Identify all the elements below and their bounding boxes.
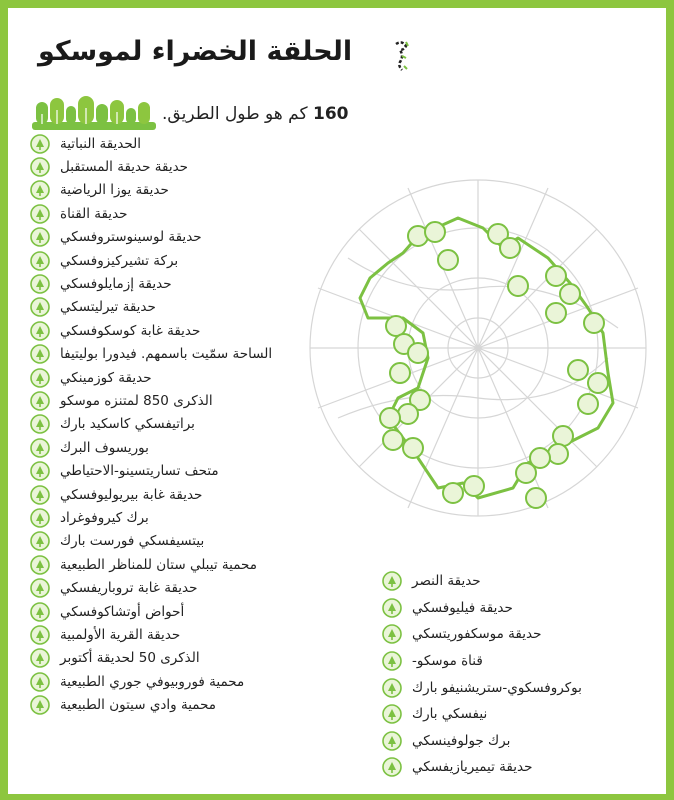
park-name: قناة موسكو- xyxy=(412,653,483,670)
list-item xyxy=(382,754,666,781)
tree-marker-icon xyxy=(382,731,402,751)
tree-marker-icon xyxy=(382,704,402,724)
park-name: حديقة لوسينوستروفسكي xyxy=(60,229,202,246)
park-name: محمية وادي سيتون الطبيعية xyxy=(60,697,217,714)
tree-marker-icon xyxy=(30,578,50,598)
park-name: محمية تيبلي ستان للمناظر الطبيعية xyxy=(60,556,257,573)
park-name: حديقة إزمايلوفسكي xyxy=(60,276,172,293)
park-name: حديقة النصر xyxy=(412,573,481,590)
subtitle xyxy=(162,104,348,124)
park-name: حديقة غابة بيريوليوفسكي xyxy=(60,486,203,503)
tree-marker-icon xyxy=(382,624,402,644)
park-name: الساحة سمّيت باسمهم. فيدورا بوليتيفا xyxy=(60,346,273,363)
list-item xyxy=(30,693,370,716)
tree-marker-icon xyxy=(30,625,50,645)
list-item xyxy=(30,506,370,529)
park-name: حديقة موسكفوريتسكي xyxy=(412,626,542,643)
list-item xyxy=(30,155,370,178)
list-item xyxy=(30,132,370,155)
list-item xyxy=(30,647,370,670)
trees-illustration-icon xyxy=(32,96,156,130)
list-item xyxy=(30,226,370,249)
tree-marker-icon xyxy=(30,648,50,668)
tree-marker-icon xyxy=(30,204,50,224)
infographic-card xyxy=(8,8,666,800)
list-item xyxy=(30,296,370,319)
tree-marker-icon xyxy=(30,368,50,388)
list-item xyxy=(30,389,370,412)
list-item xyxy=(30,436,370,459)
park-name: برك جولوفينسكي xyxy=(412,732,511,749)
tree-marker-icon xyxy=(30,391,50,411)
list-item xyxy=(382,728,666,755)
park-name: براتيفسكي كاسكيد بارك xyxy=(60,416,195,433)
list-item xyxy=(382,648,666,675)
park-name: متحف تساريتسينو-الاحتياطي xyxy=(60,463,219,480)
park-name: حديقة تيرليتسكي xyxy=(60,299,156,316)
tree-marker-icon xyxy=(30,134,50,154)
park-name: حديقة كوزمينكي xyxy=(60,369,152,386)
tree-marker-icon xyxy=(30,297,50,317)
list-item xyxy=(30,202,370,225)
list-item xyxy=(382,621,666,648)
list-item xyxy=(382,674,666,701)
park-name: نيفسكي بارك xyxy=(412,706,488,723)
tree-marker-icon xyxy=(30,414,50,434)
tree-marker-icon xyxy=(30,602,50,622)
list-item xyxy=(30,600,370,623)
map-park-markers xyxy=(380,222,608,508)
list-item xyxy=(30,623,370,646)
list-item xyxy=(30,366,370,389)
park-name: حديقة القرية الأولمبية xyxy=(60,626,181,643)
tree-marker-icon xyxy=(30,461,50,481)
tree-marker-icon xyxy=(30,157,50,177)
tree-marker-icon xyxy=(30,180,50,200)
list-item xyxy=(30,483,370,506)
tree-marker-icon xyxy=(30,321,50,341)
tree-marker-icon xyxy=(30,485,50,505)
park-name: بوريسوف البرك xyxy=(60,439,149,456)
tree-marker-icon xyxy=(30,672,50,692)
park-name: حديقة فيليوفسكي xyxy=(412,599,513,616)
list-item xyxy=(30,413,370,436)
tree-marker-icon xyxy=(30,531,50,551)
list-item xyxy=(30,272,370,295)
tree-marker-icon xyxy=(30,344,50,364)
green-ring-route xyxy=(360,218,613,498)
park-name: حديقة يوزا الرياضية xyxy=(60,182,169,199)
list-item xyxy=(30,576,370,599)
route-length-number: 160 xyxy=(312,104,349,124)
park-name: حديقة غابة تروباريفسكي xyxy=(60,580,198,597)
park-name: حديقة تيميريازيفسكي xyxy=(412,759,533,776)
tree-marker-icon xyxy=(30,227,50,247)
tree-marker-icon xyxy=(382,678,402,698)
park-list-left xyxy=(30,132,370,717)
tree-marker-icon xyxy=(30,695,50,715)
park-list-right xyxy=(382,568,666,781)
page-title: الحلقة الخضراء لموسكو xyxy=(38,36,353,67)
route-length-text: كم هو طول الطريق. xyxy=(162,104,308,124)
list-item xyxy=(30,179,370,202)
tree-marker-icon xyxy=(382,598,402,618)
park-name: حديقة حديقة المستقبل xyxy=(60,159,189,176)
list-item xyxy=(30,249,370,272)
park-name: الذكرى 50 لحديقة أكتوبر xyxy=(60,650,200,667)
park-name: بوكروفسكوي-ستريشنيفو بارك xyxy=(412,679,582,696)
park-name: حديقة القناة xyxy=(60,205,128,222)
park-name: برك كيروفوغراد xyxy=(60,509,149,526)
list-item xyxy=(30,670,370,693)
tree-marker-icon xyxy=(30,274,50,294)
bottom-border xyxy=(8,794,666,800)
list-item xyxy=(382,701,666,728)
tree-marker-icon xyxy=(30,438,50,458)
list-item xyxy=(382,568,666,595)
list-item xyxy=(30,530,370,553)
park-name: الحديقة النباتية xyxy=(60,135,141,152)
list-item xyxy=(30,343,370,366)
tree-marker-icon xyxy=(30,508,50,528)
tree-marker-icon xyxy=(30,251,50,271)
tree-marker-icon xyxy=(382,571,402,591)
park-name: محمية فوروبيوفي جوري الطبيعية xyxy=(60,673,245,690)
park-name: حديقة غابة كوسكوفسكي xyxy=(60,322,201,339)
tree-marker-icon xyxy=(30,555,50,575)
decorative-quote-icon xyxy=(392,38,414,74)
list-item xyxy=(30,553,370,576)
list-item xyxy=(382,595,666,622)
list-item xyxy=(30,319,370,342)
tree-marker-icon xyxy=(382,757,402,777)
park-name: أحواض أوتشاكوفسكي xyxy=(60,603,185,620)
subtitle-row xyxy=(32,96,352,130)
tree-marker-icon xyxy=(382,651,402,671)
park-name: الذكرى 850 لمتنزه موسكو xyxy=(60,392,213,409)
list-item xyxy=(30,459,370,482)
park-name: بيتسيفسكي فورست بارك xyxy=(60,533,205,550)
park-name: بركة تشيركيزوفسكي xyxy=(60,252,179,269)
